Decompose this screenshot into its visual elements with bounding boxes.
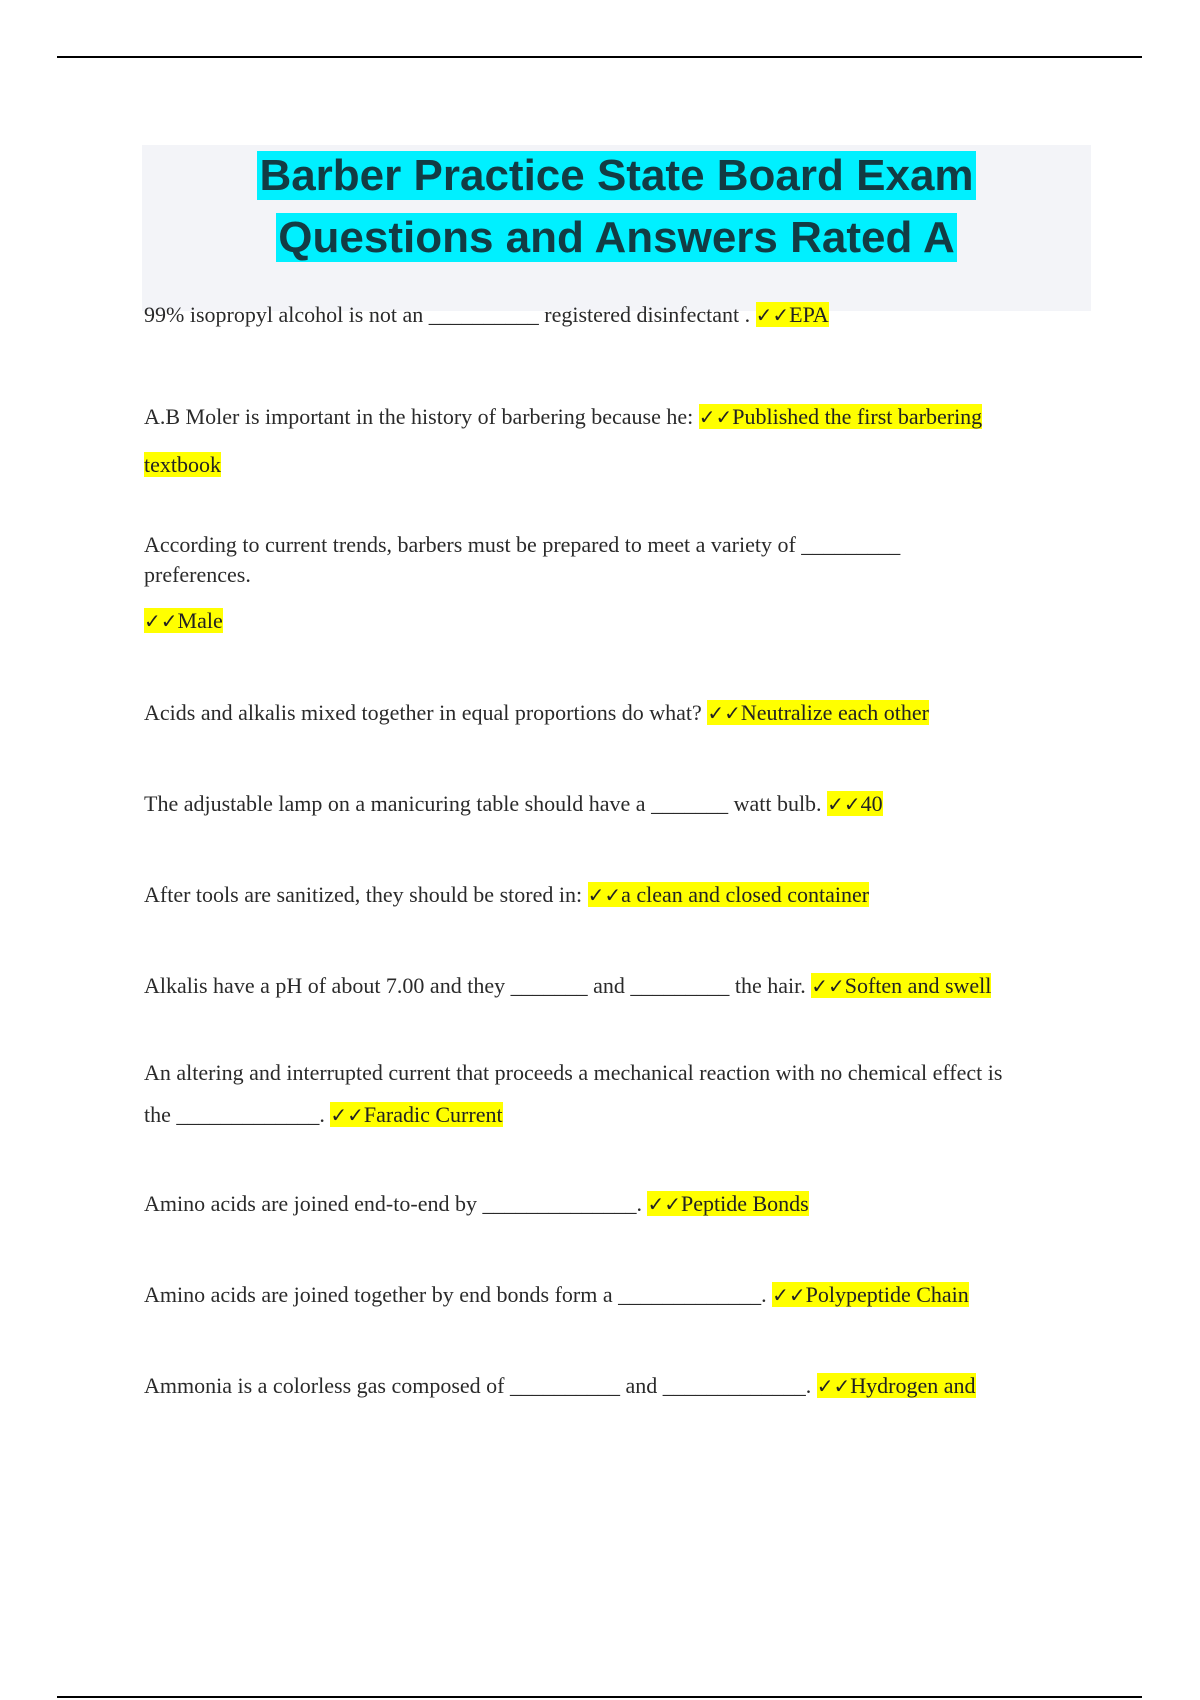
answer-highlight-continued: textbook xyxy=(144,452,221,477)
qa-item-4 xyxy=(144,700,1104,726)
question-text: A.B Moler is important in the history of barbering because he: xyxy=(144,404,694,429)
qa-item-1 xyxy=(144,302,1104,328)
check-icon: ✓✓ xyxy=(811,974,845,998)
qa-item-10 xyxy=(144,1282,1104,1308)
qa-item-7 xyxy=(144,973,1104,999)
check-icon: ✓✓ xyxy=(816,1374,851,1398)
question-text: After tools are sanitized, they should be stored in: xyxy=(144,882,583,907)
answer-highlight: ✓✓Hydrogen and xyxy=(816,1373,976,1398)
document-title-line-1: Barber Practice State Board Exam xyxy=(259,151,974,200)
top-rule xyxy=(57,56,1142,58)
title-banner xyxy=(142,145,1091,311)
check-icon: ✓✓ xyxy=(827,792,861,816)
answer-highlight: ✓✓Male xyxy=(144,608,223,633)
qa-item-2 xyxy=(144,393,1104,489)
check-icon: ✓✓ xyxy=(707,701,741,725)
check-icon: ✓✓ xyxy=(144,609,178,633)
answer-highlight: ✓✓a clean and closed container xyxy=(587,882,870,907)
answer-highlight: ✓✓Peptide Bonds xyxy=(647,1191,809,1216)
answer-highlight: ✓✓Polypeptide Chain xyxy=(772,1282,969,1307)
question-text: Ammonia is a colorless gas composed of __________ and _____________. xyxy=(144,1373,812,1398)
answer-highlight: ✓✓Soften and swell xyxy=(811,973,992,998)
question-text: Acids and alkalis mixed together in equal proportions do what? xyxy=(144,700,702,725)
question-text: 99% isopropyl alcohol is not an __________ registered disinfectant . xyxy=(144,302,751,327)
answer-highlight: ✓✓Published the first barbering xyxy=(698,404,983,429)
bottom-rule xyxy=(57,1696,1142,1698)
check-icon: ✓✓ xyxy=(772,1283,806,1307)
qa-item-6 xyxy=(144,882,1104,908)
check-icon: ✓✓ xyxy=(330,1103,364,1127)
question-text: Amino acids are joined together by end bonds form a _____________. xyxy=(144,1282,767,1307)
question-text-continued: preferences. xyxy=(144,562,251,587)
question-text-continued: the _____________. xyxy=(144,1102,325,1127)
check-icon: ✓✓ xyxy=(755,303,790,327)
check-icon: ✓✓ xyxy=(647,1192,681,1216)
check-icon: ✓✓ xyxy=(587,883,622,907)
qa-item-8 xyxy=(144,1052,1104,1136)
question-text: The adjustable lamp on a manicuring table should have a _______ watt bulb. xyxy=(144,791,822,816)
question-text: Alkalis have a pH of about 7.00 and they _______ and _________ the hair. xyxy=(144,973,806,998)
qa-item-5 xyxy=(144,791,1104,817)
question-text: According to current trends, barbers must be prepared to meet a variety of _________ xyxy=(144,532,901,557)
qa-item-11 xyxy=(144,1373,1104,1399)
question-text: An altering and interrupted current that proceeds a mechanical reaction with no chemical effect is xyxy=(144,1060,1003,1085)
answer-highlight: ✓✓Neutralize each other xyxy=(707,700,929,725)
answer-highlight: ✓✓Faradic Current xyxy=(330,1102,503,1127)
answer-highlight: ✓✓40 xyxy=(827,791,883,816)
qa-item-3 xyxy=(144,530,1104,636)
qa-item-9 xyxy=(144,1191,1104,1217)
question-text: Amino acids are joined end-to-end by ______________. xyxy=(144,1191,642,1216)
answer-highlight: ✓✓EPA xyxy=(755,302,829,327)
document-title-line-2: Questions and Answers Rated A xyxy=(278,213,955,262)
check-icon: ✓✓ xyxy=(698,405,733,429)
